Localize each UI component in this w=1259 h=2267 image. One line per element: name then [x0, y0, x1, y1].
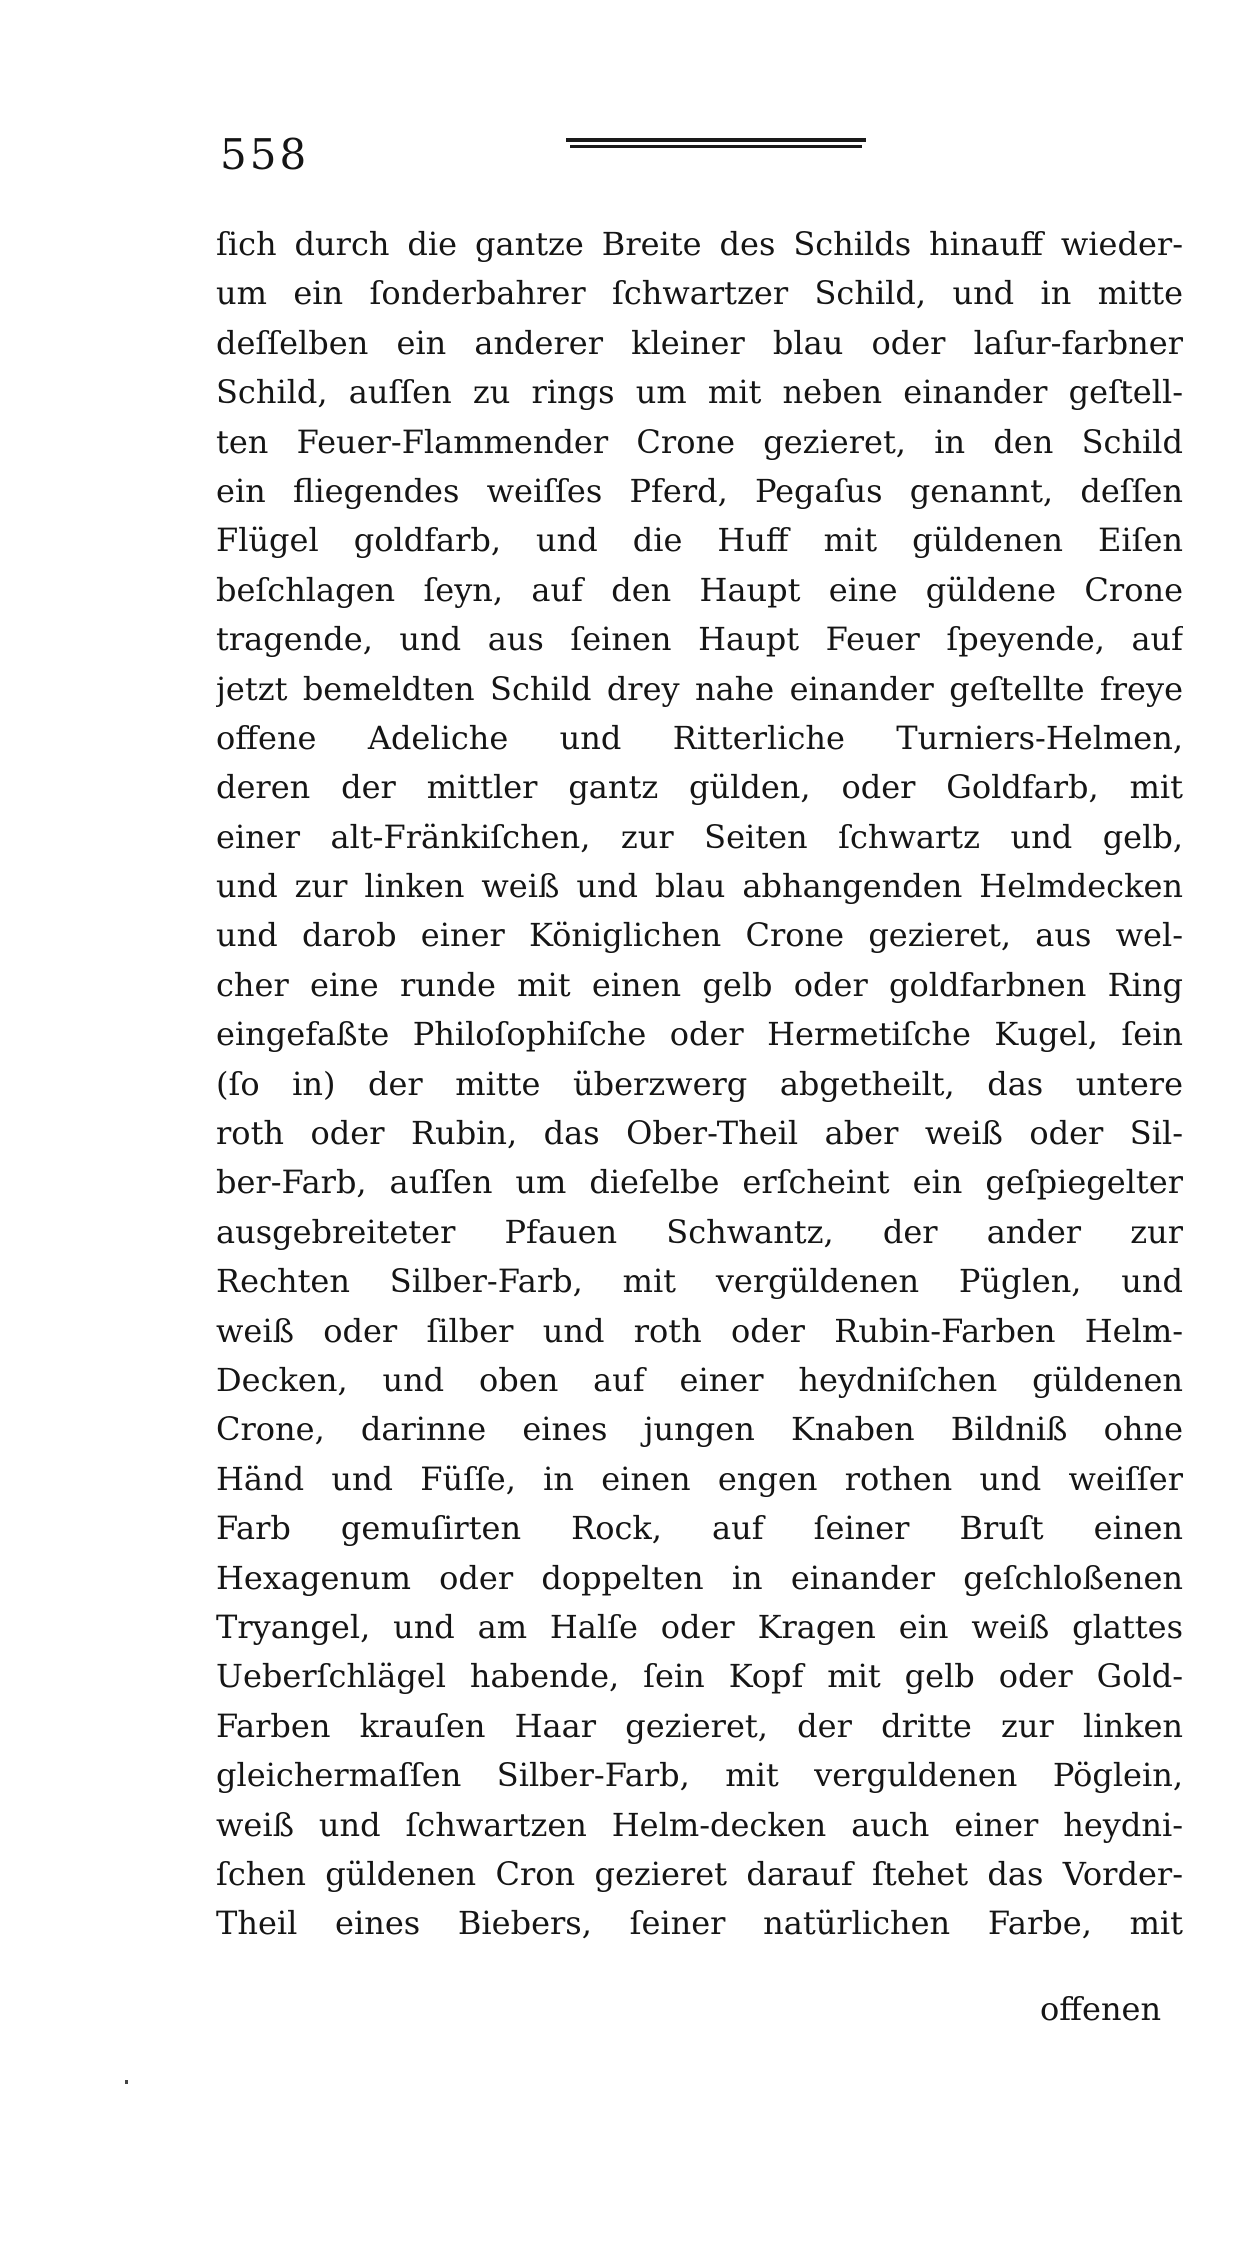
text-line: gleichermaſſen Silber-Farb, mit verguldenen Pöglein,	[216, 1756, 1183, 1795]
text-line: Crone, darinne eines jungen Knaben Bildniß ohne	[216, 1410, 1183, 1449]
text-line: Farben krauſen Haar gezieret, der dritte zur linken	[216, 1706, 1183, 1745]
text-line: Tryangel, und am Halſe oder Kragen ein weiß glattes	[216, 1607, 1183, 1646]
text-line: Hexagenum oder doppelten in einander geſchloßenen	[216, 1558, 1183, 1597]
text-line: ſchen güldenen Cron gezieret darauf ſtehet das Vorder-	[216, 1854, 1183, 1893]
header-rule-bottom-line	[570, 145, 862, 148]
text-line: und darob einer Königlichen Crone gezieret, aus wel-	[216, 916, 1183, 955]
text-line: weiß und ſchwartzen Helm-decken auch einer heydni-	[216, 1805, 1183, 1844]
page-number: 558	[220, 130, 310, 179]
text-line: tragende, und aus ſeinen Haupt Feuer ſpeyende, auf	[216, 620, 1183, 659]
text-line: offene Adeliche und Ritterliche Turniers-Helmen,	[216, 718, 1183, 757]
text-line: Decken, und oben auf einer heydniſchen güldenen	[216, 1360, 1183, 1399]
text-line: Rechten Silber-Farb, mit vergüldenen Püglen, und	[216, 1262, 1183, 1301]
text-line: Händ und Füſſe, in einen engen rothen und weiſſer	[216, 1459, 1183, 1498]
text-line: Ueberſchlägel habende, ſein Kopf mit gelb oder Gold-	[216, 1657, 1183, 1696]
text-line: deſſelben ein anderer kleiner blau oder laſur-farbner	[216, 323, 1183, 362]
text-line: roth oder Rubin, das Ober-Theil aber weiß oder Sil-	[216, 1114, 1183, 1153]
text-line: eingefaßte Philoſophiſche oder Hermetiſche Kugel, ſein	[216, 1015, 1183, 1054]
text-line: jetzt bemeldten Schild drey nahe einander geſtellte freye	[216, 669, 1183, 708]
text-line: ein fliegendes weiſſes Pferd, Pegaſus genannt, deſſen	[216, 471, 1183, 510]
text-line: Farb gemuſirten Rock, auf ſeiner Bruſt einen	[216, 1509, 1183, 1548]
text-line: deren der mittler gantz gülden, oder Goldfarb, mit	[216, 768, 1183, 807]
text-line: beſchlagen ſeyn, auf den Haupt eine güldene Crone	[216, 570, 1183, 609]
text-line: weiß oder ſilber und roth oder Rubin-Farben Helm-	[216, 1311, 1183, 1350]
text-line: ber-Farb, auſſen um dieſelbe erſcheint ein geſpiegelter	[216, 1163, 1183, 1202]
text-line: und zur linken weiß und blau abhangenden Helmdecken	[216, 867, 1183, 906]
body-text	[216, 220, 1183, 1949]
text-line: Flügel goldfarb, und die Huff mit güldenen Eiſen	[216, 521, 1183, 560]
text-line: cher eine runde mit einen gelb oder goldfarbnen Ring	[216, 965, 1183, 1004]
ink-speck	[125, 2080, 128, 2084]
text-line: ausgebreiteter Pfauen Schwantz, der ander zur	[216, 1212, 1183, 1251]
header-rule-top-line	[566, 138, 866, 142]
text-line: Theil eines Biebers, ſeiner natürlichen Farbe, mit	[216, 1904, 1183, 1943]
header-rule	[566, 138, 866, 150]
text-line: ſich durch die gantze Breite des Schilds hinauff wieder-	[216, 225, 1183, 263]
text-line: ten Feuer-Flammender Crone gezieret, in den Schild	[216, 422, 1183, 461]
text-line: Schild, auſſen zu rings um mit neben einander geſtell-	[216, 373, 1183, 412]
text-line: um ein ſonderbahrer ſchwartzer Schild, und in mitte	[216, 274, 1183, 313]
catchword: offenen	[1040, 1990, 1162, 2028]
text-line: einer alt-Fränkiſchen, zur Seiten ſchwartz und gelb,	[216, 817, 1183, 856]
text-line: (ſo in) der mitte überzwerg abgetheilt, das untere	[216, 1064, 1183, 1103]
